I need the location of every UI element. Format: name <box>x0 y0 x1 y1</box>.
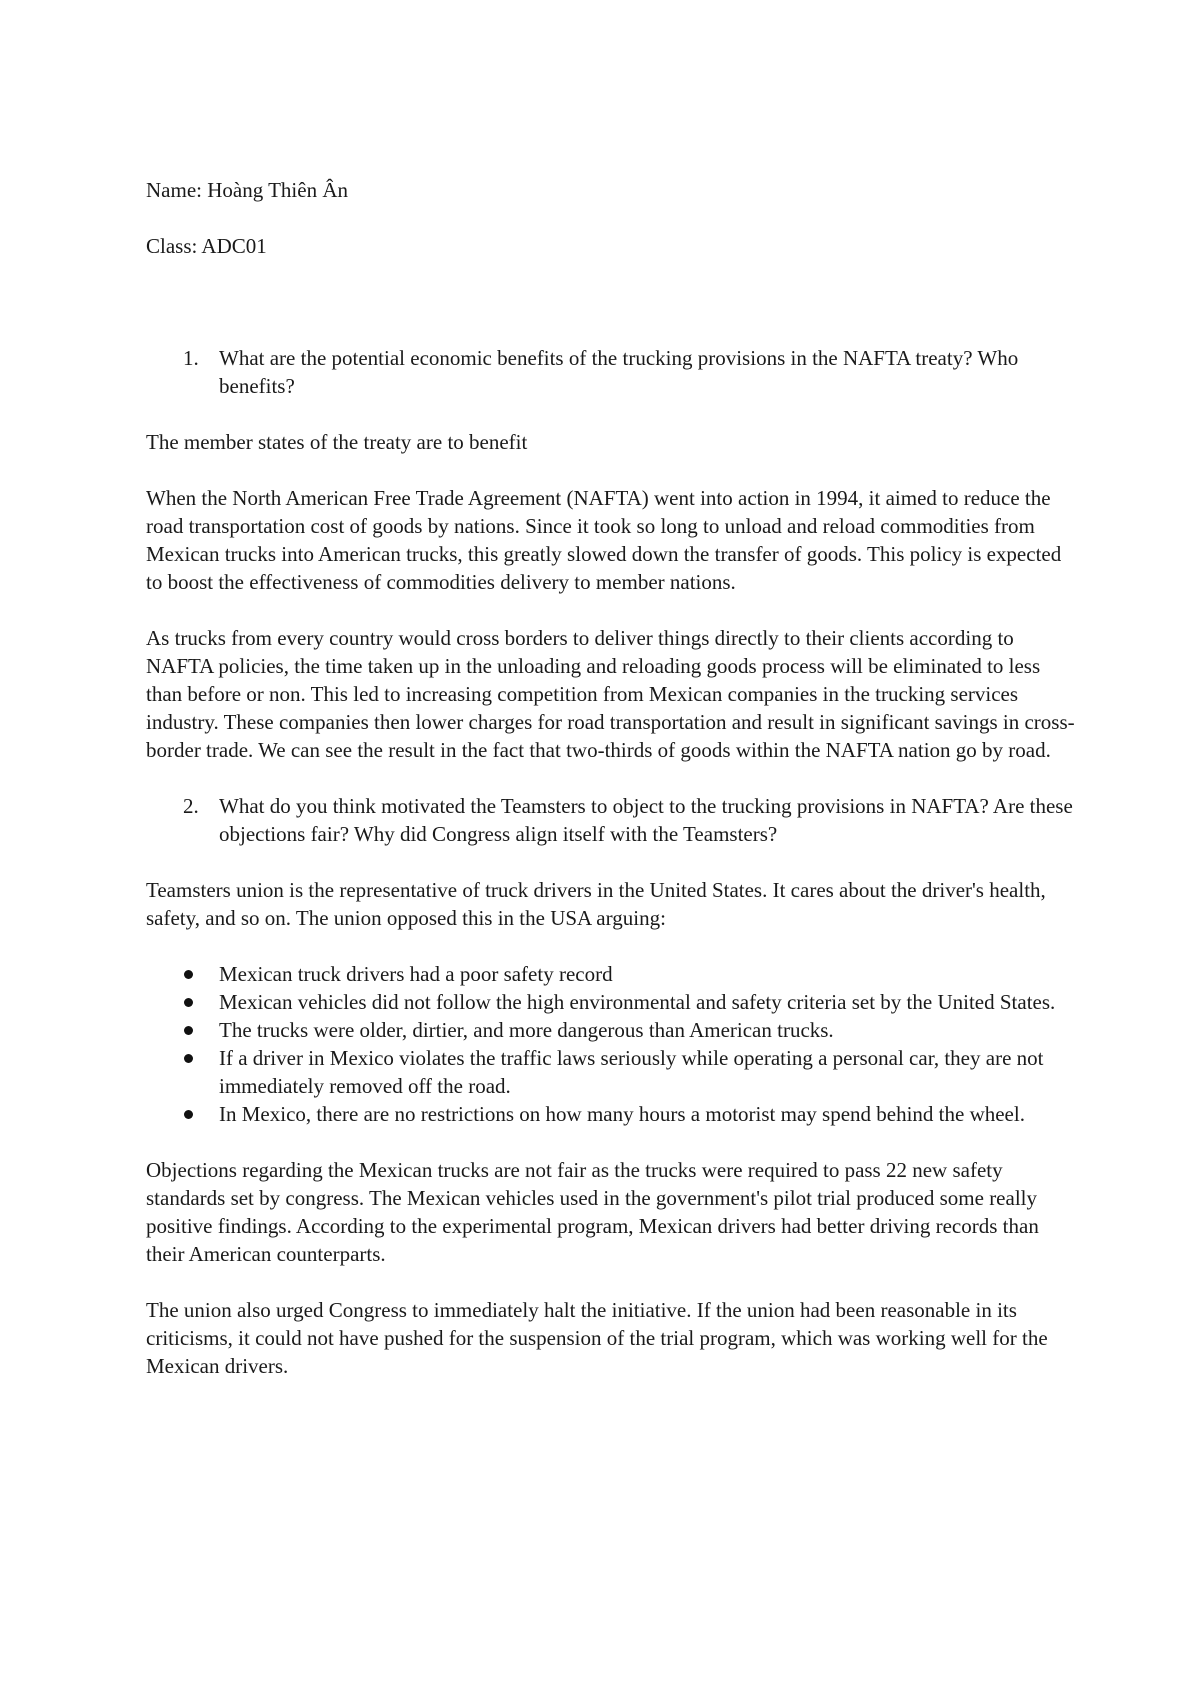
class-code: Class: ADC01 <box>146 234 267 258</box>
answer-2-paragraph-3: The union also urged Congress to immediately halt the initiative. If the union had been reasonable in its criticisms, it could not have pushed for the suspension of the trial program, which was working well for the Mexican drivers. <box>146 1298 1048 1378</box>
question-1-number: 1. <box>183 346 199 370</box>
bullet-icon <box>184 970 193 979</box>
answer-1-paragraph-3: As trucks from every country would cross borders to deliver things directly to their clients according to NAFTA policies, the time taken up in the unloading and reloading goods process will be eliminated to less than before or non. This led to increasing competition from Mexican companies in the trucking services industry. These companies then lower charges for road transportation and result in significant savings in cross-border trade. We can see the result in the fact that two-thirds of goods within the NAFTA nation go by road. <box>146 626 1075 762</box>
question-2-text: What do you think motivated the Teamsters to object to the trucking provisions in NAFTA? Are these objections fair? Why did Congress align itself with the Teamsters? <box>219 794 1073 846</box>
list-item-text: The trucks were older, dirtier, and more dangerous than American trucks. <box>219 1018 834 1042</box>
bullet-icon <box>184 1054 193 1063</box>
list-item-text: In Mexico, there are no restrictions on how many hours a motorist may spend behind the wheel. <box>219 1102 1025 1126</box>
answer-1-paragraph-1: The member states of the treaty are to benefit <box>146 430 528 454</box>
bullet-icon <box>184 1026 193 1035</box>
document-page <box>146 176 1076 1408</box>
question-2 <box>146 792 1076 848</box>
list-item-text: Mexican truck drivers had a poor safety record <box>219 962 613 986</box>
bullet-icon <box>184 998 193 1007</box>
answer-2-paragraph-2: Objections regarding the Mexican trucks are not fair as the trucks were required to pass 22 new safety standards set by congress. The Mexican vehicles used in the government's pilot trial produced some really positive findings. According to the experimental program, Mexican drivers had better driving records than their American counterparts. <box>146 1158 1039 1266</box>
list-item-text: Mexican vehicles did not follow the high environmental and safety criteria set by the United States. <box>219 990 1056 1014</box>
list-item <box>146 960 1076 988</box>
list-item <box>146 1016 1076 1044</box>
question-2-number: 2. <box>183 794 199 818</box>
student-name: Name: Hoàng Thiên Ân <box>146 178 348 202</box>
list-item <box>146 1100 1076 1128</box>
list-item <box>146 988 1076 1016</box>
objections-list <box>146 960 1076 1128</box>
question-1 <box>146 344 1076 400</box>
answer-1-paragraph-2: When the North American Free Trade Agreement (NAFTA) went into action in 1994, it aimed to reduce the road transportation cost of goods by nations. Since it took so long to unload and reload commodities from Mexican trucks into American trucks, this greatly slowed down the transfer of goods. This policy is expected to boost the effectiveness of commodities delivery to member nations. <box>146 486 1062 594</box>
bullet-icon <box>184 1110 193 1119</box>
question-1-text: What are the potential economic benefits of the trucking provisions in the NAFTA treaty? Who benefits? <box>219 346 1019 398</box>
list-item-text: If a driver in Mexico violates the traffic laws seriously while operating a personal car, they are not immediately removed off the road. <box>219 1046 1044 1098</box>
answer-2-paragraph-1: Teamsters union is the representative of truck drivers in the United States. It cares about the driver's health, safety, and so on. The union opposed this in the USA arguing: <box>146 878 1046 930</box>
list-item <box>146 1044 1076 1100</box>
